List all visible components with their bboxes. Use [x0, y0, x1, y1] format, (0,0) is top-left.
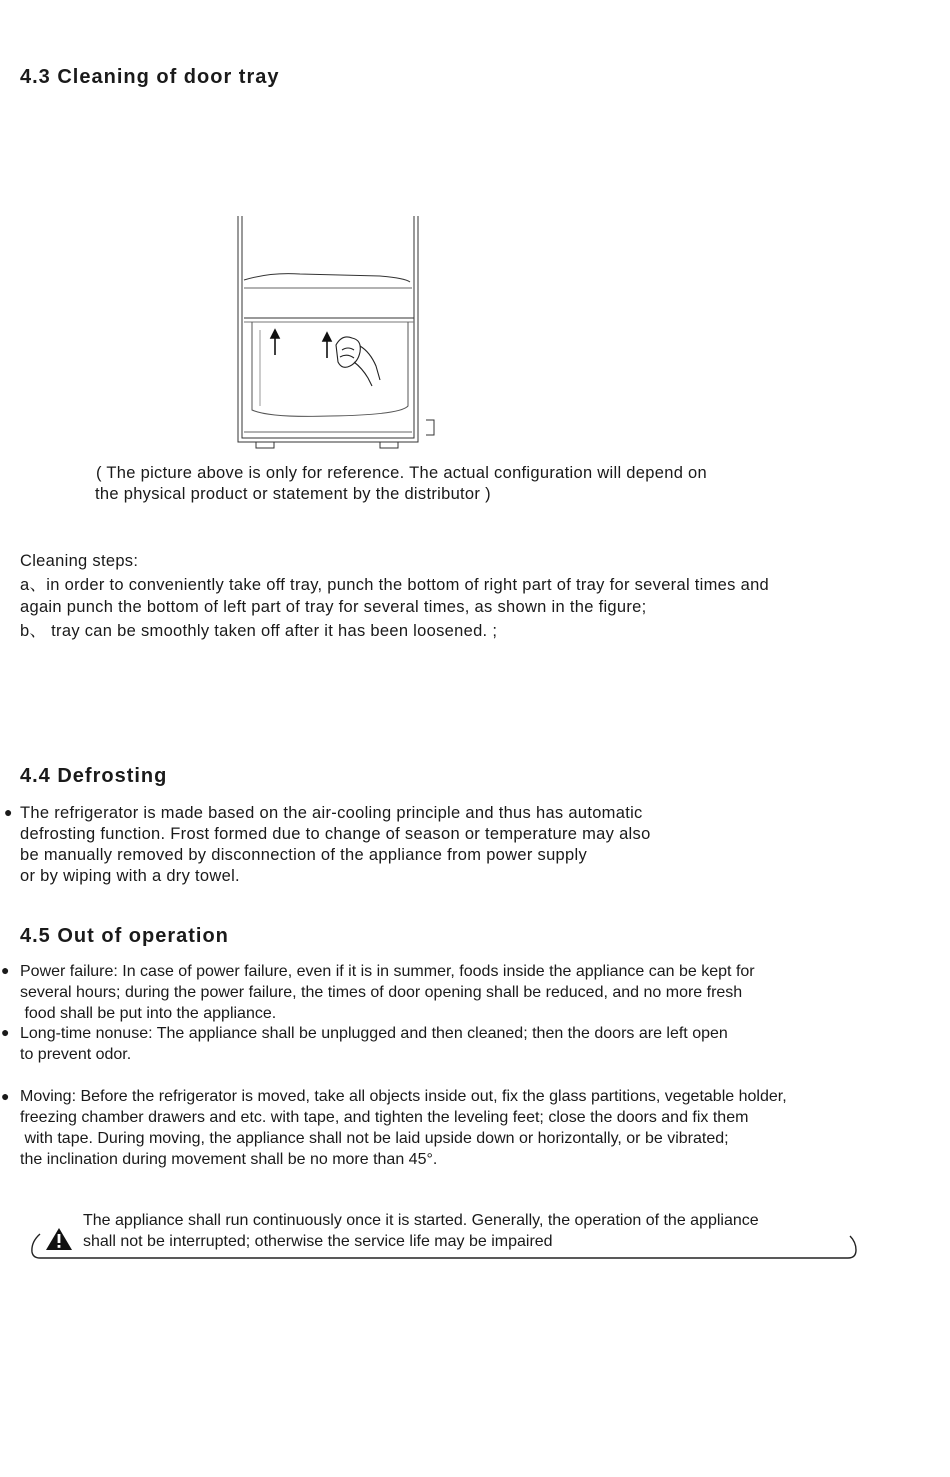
power-failure-line-3: food shall be put into the appliance.	[20, 1005, 277, 1022]
step-a-line-1: a、in order to conveniently take off tray, punch the bottom of right part of tray for several times and	[20, 576, 770, 594]
defrost-line-2: defrosting function. Frost formed due to change of season or temperature may also	[20, 825, 651, 843]
defrost-line-3: be manually removed by disconnection of the appliance from power supply	[20, 846, 588, 864]
image-caption-line-2: the physical product or statement by the distributor )	[95, 485, 491, 503]
warning-icon	[45, 1227, 73, 1251]
moving-line-4: the inclination during movement shall be no more than 45°.	[20, 1151, 438, 1168]
bullet-icon: ●	[4, 804, 13, 820]
moving-line-3: with tape. During moving, the appliance shall not be laid upside down or horizontally, or be vibrated;	[20, 1130, 729, 1147]
bullet-icon: ●	[1, 962, 10, 978]
door-tray-illustration	[230, 210, 440, 455]
warning-line-2: shall not be interrupted; otherwise the service life may be impaired	[83, 1233, 553, 1250]
step-a-line-2: again punch the bottom of left part of tray for several times, as shown in the figure;	[20, 598, 647, 616]
power-failure-line-1: Power failure: In case of power failure, even if it is in summer, foods inside the appliance can be kept for	[20, 963, 755, 980]
cleaning-steps-heading: Cleaning steps:	[20, 552, 139, 570]
section-title-cleaning-door-tray: 4.3 Cleaning of door tray	[20, 66, 280, 88]
warning-line-1: The appliance shall run continuously once it is started. Generally, the operation of the appliance	[83, 1212, 759, 1229]
nonuse-line-2: to prevent odor.	[20, 1046, 132, 1063]
defrost-line-1: The refrigerator is made based on the air-cooling principle and thus has automatic	[20, 804, 643, 822]
moving-line-1: Moving: Before the refrigerator is moved, take all objects inside out, fix the glass partitions, vegetable holder,	[20, 1088, 787, 1105]
section-title-defrosting: 4.4 Defrosting	[20, 765, 168, 787]
bullet-icon: ●	[1, 1024, 10, 1040]
defrost-line-4: or by wiping with a dry towel.	[20, 867, 240, 885]
nonuse-line-1: Long-time nonuse: The appliance shall be unplugged and then cleaned; then the doors are left open	[20, 1025, 728, 1042]
bullet-icon: ●	[1, 1088, 10, 1104]
section-title-out-of-operation: 4.5 Out of operation	[20, 925, 229, 947]
moving-line-2: freezing chamber drawers and etc. with tape, and tighten the leveling feet; close the doors and fix them	[20, 1109, 749, 1126]
step-b: b、 tray can be smoothly taken off after it has been loosened. ;	[20, 622, 498, 640]
power-failure-line-2: several hours; during the power failure, the times of door opening shall be reduced, and no more fresh	[20, 984, 743, 1001]
image-caption-line-1: ( The picture above is only for reference. The actual configuration will depend on	[96, 464, 708, 482]
